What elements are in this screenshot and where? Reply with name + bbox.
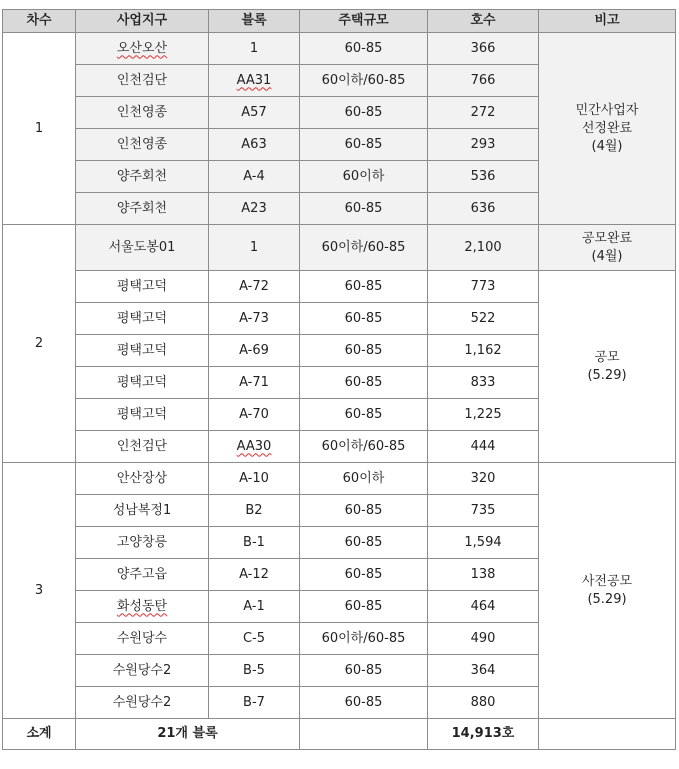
units-cell: 272 xyxy=(428,97,539,129)
district-text: 오산오산 xyxy=(116,40,168,56)
block-cell: 1 xyxy=(209,33,300,65)
district-cell: 수원당수 xyxy=(76,623,209,655)
housing-supply-table xyxy=(2,9,676,750)
block-cell xyxy=(209,431,300,463)
size-cell: 60-85 xyxy=(300,335,428,367)
district-cell: 수원당수2 xyxy=(76,655,209,687)
round-cell: 1 xyxy=(3,33,76,225)
table-row xyxy=(3,271,676,303)
units-cell: 735 xyxy=(428,495,539,527)
note-cell: 민간사업자 선정완료 (4월) xyxy=(539,33,676,225)
block-cell: A-4 xyxy=(209,161,300,193)
units-cell: 320 xyxy=(428,463,539,495)
subtotal-blocks: 21개 블록 xyxy=(76,719,300,750)
block-cell: 1 xyxy=(209,225,300,271)
header-round: 차수 xyxy=(3,10,76,33)
size-cell: 60-85 xyxy=(300,129,428,161)
units-cell: 138 xyxy=(428,559,539,591)
units-cell: 444 xyxy=(428,431,539,463)
units-cell: 536 xyxy=(428,161,539,193)
block-text: AA30 xyxy=(236,438,272,454)
subtotal-note-empty xyxy=(539,719,676,750)
units-cell: 293 xyxy=(428,129,539,161)
size-cell: 60-85 xyxy=(300,527,428,559)
units-cell: 1,594 xyxy=(428,527,539,559)
district-cell: 인천검단 xyxy=(76,431,209,463)
block-cell: A-70 xyxy=(209,399,300,431)
block-cell: A23 xyxy=(209,193,300,225)
note-cell: 공모완료 (4월) xyxy=(539,225,676,271)
header-block: 블록 xyxy=(209,10,300,33)
table-row xyxy=(3,33,676,65)
subtotal-label: 소계 xyxy=(3,719,76,750)
header-note: 비고 xyxy=(539,10,676,33)
block-cell: A-73 xyxy=(209,303,300,335)
table-row xyxy=(3,463,676,495)
block-cell: B-5 xyxy=(209,655,300,687)
size-cell: 60이하/60-85 xyxy=(300,623,428,655)
table-row xyxy=(3,225,676,271)
size-cell: 60-85 xyxy=(300,303,428,335)
units-cell: 773 xyxy=(428,271,539,303)
units-cell: 1,162 xyxy=(428,335,539,367)
note-cell: 사전공모 (5.29) xyxy=(539,463,676,719)
size-cell: 60-85 xyxy=(300,33,428,65)
size-cell: 60이하/60-85 xyxy=(300,431,428,463)
size-cell: 60-85 xyxy=(300,97,428,129)
header-district: 사업지구 xyxy=(76,10,209,33)
size-cell: 60-85 xyxy=(300,495,428,527)
header-units: 호수 xyxy=(428,10,539,33)
size-cell: 60이하/60-85 xyxy=(300,225,428,271)
units-cell: 464 xyxy=(428,591,539,623)
district-cell: 인천검단 xyxy=(76,65,209,97)
units-cell: 364 xyxy=(428,655,539,687)
block-cell: B-1 xyxy=(209,527,300,559)
district-cell: 평택고덕 xyxy=(76,303,209,335)
subtotal-row xyxy=(3,719,676,750)
subtotal-size-empty xyxy=(300,719,428,750)
round-cell: 3 xyxy=(3,463,76,719)
note-cell: 공모 (5.29) xyxy=(539,271,676,463)
district-cell xyxy=(76,591,209,623)
size-cell: 60-85 xyxy=(300,367,428,399)
district-cell: 안산장상 xyxy=(76,463,209,495)
size-cell: 60이하 xyxy=(300,161,428,193)
size-cell: 60이하/60-85 xyxy=(300,65,428,97)
size-cell: 60-85 xyxy=(300,193,428,225)
units-cell: 766 xyxy=(428,65,539,97)
block-cell: A-10 xyxy=(209,463,300,495)
district-cell: 양주회천 xyxy=(76,161,209,193)
district-cell: 인천영종 xyxy=(76,129,209,161)
units-cell: 880 xyxy=(428,687,539,719)
district-cell: 평택고덕 xyxy=(76,399,209,431)
units-cell: 366 xyxy=(428,33,539,65)
units-cell: 833 xyxy=(428,367,539,399)
district-cell xyxy=(76,33,209,65)
block-cell: B2 xyxy=(209,495,300,527)
units-cell: 636 xyxy=(428,193,539,225)
size-cell: 60-85 xyxy=(300,271,428,303)
size-cell: 60-85 xyxy=(300,687,428,719)
block-cell: A-69 xyxy=(209,335,300,367)
round-cell: 2 xyxy=(3,225,76,463)
size-cell: 60이하 xyxy=(300,463,428,495)
units-cell: 490 xyxy=(428,623,539,655)
block-cell: A63 xyxy=(209,129,300,161)
district-cell: 평택고덕 xyxy=(76,367,209,399)
district-text: 화성동탄 xyxy=(116,598,168,614)
block-cell: A57 xyxy=(209,97,300,129)
block-cell: A-72 xyxy=(209,271,300,303)
block-cell: B-7 xyxy=(209,687,300,719)
district-cell: 양주고읍 xyxy=(76,559,209,591)
units-cell: 2,100 xyxy=(428,225,539,271)
header-housing-size: 주택규모 xyxy=(300,10,428,33)
block-cell: A-12 xyxy=(209,559,300,591)
block-cell: A-71 xyxy=(209,367,300,399)
block-cell xyxy=(209,65,300,97)
size-cell: 60-85 xyxy=(300,399,428,431)
district-cell: 평택고덕 xyxy=(76,335,209,367)
district-cell: 고양창릉 xyxy=(76,527,209,559)
header-row xyxy=(3,10,676,33)
district-cell: 성남복정1 xyxy=(76,495,209,527)
units-cell: 1,225 xyxy=(428,399,539,431)
district-cell: 양주회천 xyxy=(76,193,209,225)
size-cell: 60-85 xyxy=(300,559,428,591)
units-cell: 522 xyxy=(428,303,539,335)
size-cell: 60-85 xyxy=(300,655,428,687)
district-cell: 인천영종 xyxy=(76,97,209,129)
subtotal-units: 14,913호 xyxy=(428,719,539,750)
district-cell: 수원당수2 xyxy=(76,687,209,719)
block-cell: A-1 xyxy=(209,591,300,623)
size-cell: 60-85 xyxy=(300,591,428,623)
district-cell: 서울도봉01 xyxy=(76,225,209,271)
block-text: AA31 xyxy=(236,72,272,88)
district-cell: 평택고덕 xyxy=(76,271,209,303)
block-cell: C-5 xyxy=(209,623,300,655)
